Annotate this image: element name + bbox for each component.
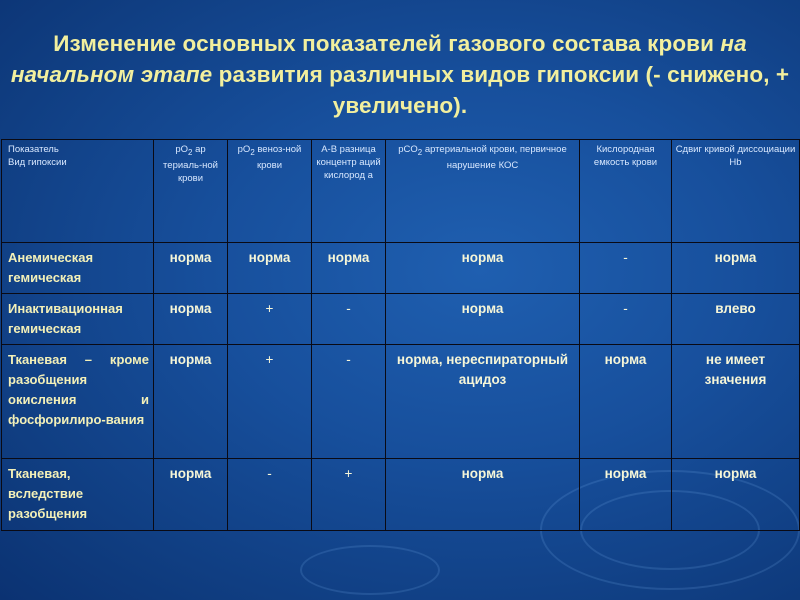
table-cell: норма bbox=[228, 243, 312, 294]
table-cell: - bbox=[580, 243, 672, 294]
row-label: Анемическая гемическая bbox=[2, 243, 154, 294]
table-header-row bbox=[2, 140, 800, 243]
header-po2-venous: $pO_2$ веноз-ной крови bbox=[228, 140, 312, 243]
table-cell: норма bbox=[672, 459, 800, 531]
hypoxia-table bbox=[1, 139, 800, 531]
table-row bbox=[2, 345, 800, 459]
table-cell: норма bbox=[386, 243, 580, 294]
table-cell: норма bbox=[312, 243, 386, 294]
table-cell: норма bbox=[154, 243, 228, 294]
table-cell: норма bbox=[386, 459, 580, 531]
table-cell: + bbox=[228, 294, 312, 345]
title-text: развития различных видов гипоксии (- снижено, + увеличено). bbox=[218, 62, 790, 118]
header-po2-arterial: $pO_2$ ар териаль-ной крови bbox=[154, 140, 228, 243]
table-cell: норма bbox=[580, 459, 672, 531]
table-cell: - bbox=[228, 459, 312, 531]
table-cell: - bbox=[312, 294, 386, 345]
table-row bbox=[2, 294, 800, 345]
title-text: Изменение основных показателей газового состава крови bbox=[53, 31, 715, 56]
table-cell: норма bbox=[154, 345, 228, 459]
header-pco2-arterial: pCO$_2$ артериальной крови, первичное нарушение КОС bbox=[386, 140, 580, 243]
table-cell: + bbox=[312, 459, 386, 531]
title-italic-text: на начальном этапе bbox=[10, 31, 747, 87]
water-ripple-decoration bbox=[300, 545, 440, 595]
row-label: Тканевая, вследствие разобщения bbox=[2, 459, 154, 531]
table-cell: не имеет значения bbox=[672, 345, 800, 459]
table-cell: норма bbox=[154, 459, 228, 531]
table-row bbox=[2, 459, 800, 531]
header-hb-curve-shift: Сдвиг кривой диссоциации Hb bbox=[672, 140, 800, 243]
table-cell: норма bbox=[580, 345, 672, 459]
row-label: Тканевая – кроме разобщения окисления и фосфорилиро-вания bbox=[2, 345, 154, 459]
table-row bbox=[2, 243, 800, 294]
table-cell: норма bbox=[154, 294, 228, 345]
table-cell: + bbox=[228, 345, 312, 459]
slide-title bbox=[0, 28, 800, 121]
row-label: Инактивационная гемическая bbox=[2, 294, 154, 345]
header-indicator: Показатель Вид гипоксии bbox=[2, 140, 154, 243]
header-oxygen-capacity: Кислородная емкость крови bbox=[580, 140, 672, 243]
table-cell: норма bbox=[672, 243, 800, 294]
header-av-difference: А-В разница концентр аций кислород а bbox=[312, 140, 386, 243]
table-cell: норма, нереспираторный ацидоз bbox=[386, 345, 580, 459]
table-cell: - bbox=[580, 294, 672, 345]
table-cell: - bbox=[312, 345, 386, 459]
table-cell: влево bbox=[672, 294, 800, 345]
table-cell: норма bbox=[386, 294, 580, 345]
